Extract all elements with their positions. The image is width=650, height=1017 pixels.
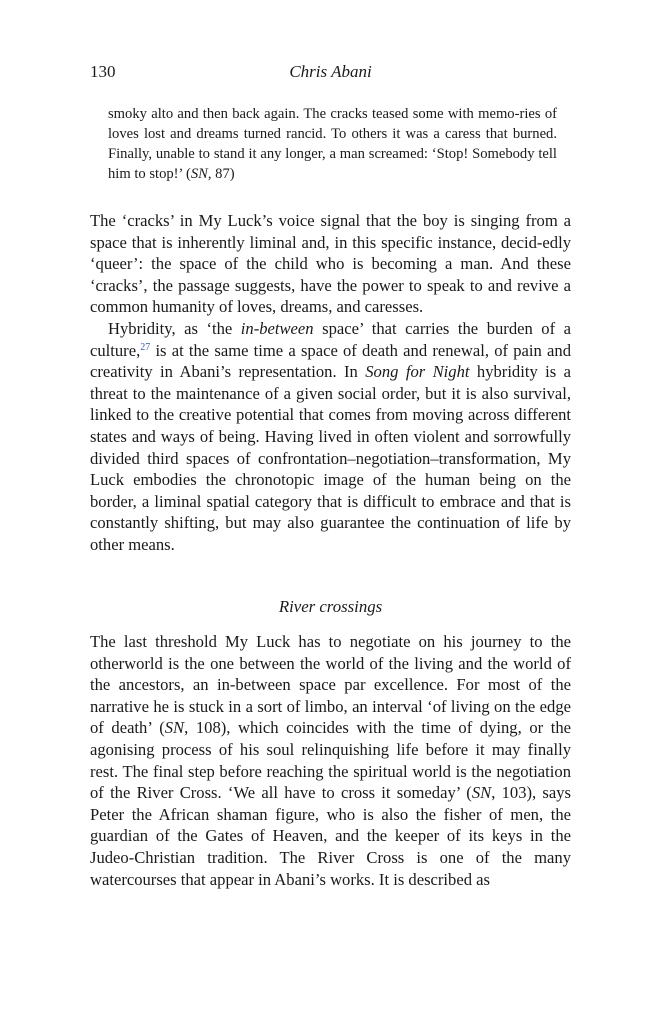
footnote-reference[interactable]: 27: [140, 341, 151, 353]
paragraph-2-part-b: space’ that carries the burden of a culture,: [90, 318, 571, 360]
paragraph-1: The ‘cracks’ in My Luck’s voice signal that the boy is singing from a space that is inherently liminal and, in this specific instance, decid-edly ‘queer’: the space of the child who is becoming a man. And these ‘cracks’, the passage suggests, have the power to speak to and revive a common humanity of loves, dreams, and caresses.: [90, 211, 571, 317]
paragraph-2: [90, 318, 571, 556]
paragraph-3-part-a: The last threshold My Luck has to negotiate on his journey to the otherworld is the one between the world of the living and the world of the ancestors, an in-between space par excellence. For most of the narrative he is stuck in a sort of limbo, an interval ‘of living on the edge of death’ (: [90, 632, 571, 738]
running-title: Chris Abani: [289, 62, 372, 81]
source-abbreviation: SN: [164, 718, 185, 738]
block-quote-text-main: smoky alto and then back again. The cracks teased some with memo-ries of loves lost and dreams turned rancid. To others it was a caress that burned. Finally, unable to stand it any longer, a man screamed: ‘Stop! Somebody tell him to stop!’ (: [108, 106, 557, 182]
paragraph-3-part-b: , 108), which coincides with the time of dying, or the agonising process of his soul relinquishing life before it may finally rest. The final step before reaching the spiritual world is the negotiation of the River Cross. ‘We all have to cross it someday’ (: [90, 718, 572, 803]
running-head: [90, 56, 571, 86]
emphasis-in-between: in-between: [240, 318, 314, 338]
book-title-song-for-night: Song for Night: [365, 362, 470, 382]
body-text: [90, 210, 571, 890]
paragraph-3-part-c: , 103), says Peter the African shaman figure, who is also the fisher of men, the guardian of the Gates of Heaven, and the keeper of its keys in the Judeo-Christian tradition. The River Cross is one of the many watercourses that appear in Abani’s works. It is described as: [90, 783, 571, 889]
paragraph-2-part-a: Hybridity, as ‘the: [108, 318, 241, 338]
page-number: 130: [90, 62, 116, 81]
book-page: [90, 56, 571, 890]
block-quote: [108, 104, 557, 184]
paragraph-2-part-d: hybridity is a threat to the maintenance of a given social order, but it is also survival, linked to the creative potential that comes from moving across different states and ways of being. Having lived in often violent and sorrowfully divided third spaces of confrontation–negotiation–transformation, My Luck embodies the chronotopic image of the human being on the border, a liminal spatial category that is difficult to embrace and that is constantly shifting, but may also guarantee the continuation of life by other means.: [90, 362, 571, 554]
paragraph-2-part-c: is at the same time a space of death and renewal, of pain and creativity in Abani’s representation. In: [90, 340, 571, 382]
block-quote-citation: , 87): [207, 166, 235, 182]
section-heading: River crossings: [278, 596, 383, 616]
paragraph-3: [90, 631, 571, 890]
source-abbreviation: SN: [471, 783, 492, 803]
source-abbreviation: SN: [190, 166, 208, 182]
block-quote-text: [108, 104, 557, 184]
